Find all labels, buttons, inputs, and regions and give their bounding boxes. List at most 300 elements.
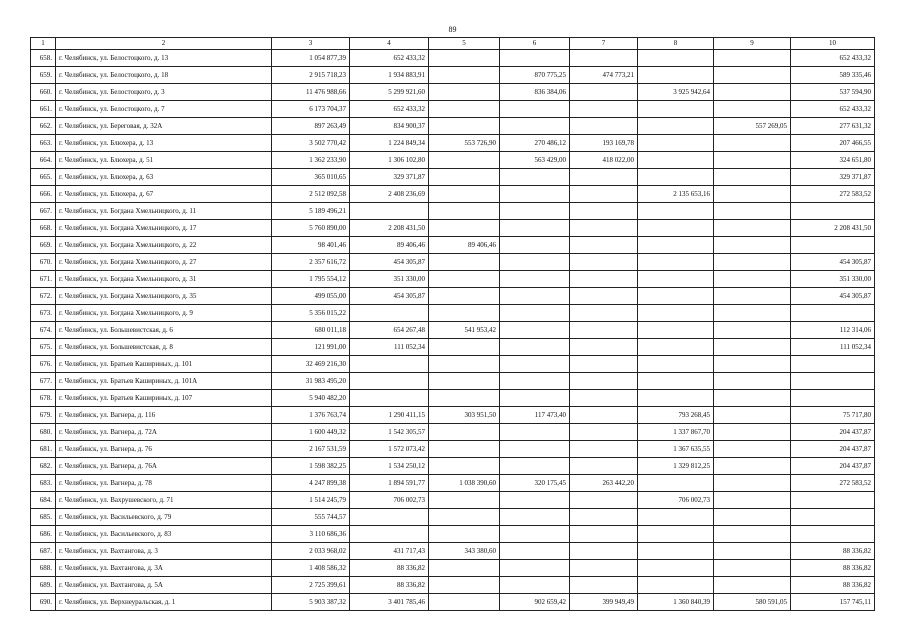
row-number-cell: 671. bbox=[31, 271, 56, 288]
table-row bbox=[31, 407, 875, 424]
amount-cell bbox=[350, 356, 429, 373]
column-header: 2 bbox=[56, 38, 272, 50]
table-row bbox=[31, 373, 875, 390]
amount-cell bbox=[500, 390, 570, 407]
row-number-cell: 669. bbox=[31, 237, 56, 254]
amount-cell: 553 726,90 bbox=[429, 135, 500, 152]
amount-cell: 418 022,00 bbox=[570, 152, 638, 169]
amount-cell: 652 433,32 bbox=[791, 101, 875, 118]
amount-cell bbox=[570, 390, 638, 407]
amount-cell bbox=[570, 560, 638, 577]
amount-cell bbox=[500, 118, 570, 135]
amount-cell bbox=[714, 424, 791, 441]
amount-cell: 1 795 554,12 bbox=[272, 271, 350, 288]
amount-cell: 5 189 496,21 bbox=[272, 203, 350, 220]
address-cell: г. Челябинск, ул. Блюхера, д. 63 bbox=[56, 169, 272, 186]
amount-cell: 1 360 840,39 bbox=[638, 594, 714, 611]
amount-cell: 2 357 616,72 bbox=[272, 254, 350, 271]
row-number-cell: 662. bbox=[31, 118, 56, 135]
table-row bbox=[31, 50, 875, 67]
amount-cell bbox=[570, 254, 638, 271]
amount-cell bbox=[429, 101, 500, 118]
amount-cell bbox=[714, 560, 791, 577]
amount-cell: 5 903 387,32 bbox=[272, 594, 350, 611]
amount-cell bbox=[714, 254, 791, 271]
amount-cell: 5 940 482,20 bbox=[272, 390, 350, 407]
amount-cell bbox=[429, 339, 500, 356]
address-cell: г. Челябинск, ул. Вахтангова, д. 5А bbox=[56, 577, 272, 594]
amount-cell: 3 110 686,36 bbox=[272, 526, 350, 543]
table-row bbox=[31, 169, 875, 186]
amount-cell bbox=[638, 288, 714, 305]
amount-cell bbox=[570, 492, 638, 509]
amount-cell bbox=[570, 118, 638, 135]
amount-cell: 2 915 718,23 bbox=[272, 67, 350, 84]
amount-cell: 1 362 233,90 bbox=[272, 152, 350, 169]
page-number: 89 bbox=[448, 25, 457, 34]
table-row bbox=[31, 322, 875, 339]
table-row bbox=[31, 475, 875, 492]
amount-cell: 204 437,87 bbox=[791, 424, 875, 441]
amount-cell bbox=[429, 67, 500, 84]
amount-cell: 1 306 102,80 bbox=[350, 152, 429, 169]
amount-cell: 277 631,32 bbox=[791, 118, 875, 135]
amount-cell: 2 725 399,61 bbox=[272, 577, 350, 594]
amount-cell bbox=[500, 424, 570, 441]
row-number-cell: 666. bbox=[31, 186, 56, 203]
amount-cell bbox=[714, 509, 791, 526]
row-number-cell: 672. bbox=[31, 288, 56, 305]
address-cell: г. Челябинск, ул. Богдана Хмельницкого, д. 22 bbox=[56, 237, 272, 254]
column-header: 1 bbox=[31, 38, 56, 50]
amount-cell: 834 900,37 bbox=[350, 118, 429, 135]
amount-cell: 1 514 245,79 bbox=[272, 492, 350, 509]
amount-cell: 454 305,87 bbox=[350, 254, 429, 271]
table-row bbox=[31, 203, 875, 220]
row-number-cell: 674. bbox=[31, 322, 56, 339]
amount-cell bbox=[500, 186, 570, 203]
amount-cell: 2 135 653,16 bbox=[638, 186, 714, 203]
address-cell: г. Челябинск, ул. Вагнера, д. 78 bbox=[56, 475, 272, 492]
amount-cell bbox=[638, 356, 714, 373]
amount-cell bbox=[429, 84, 500, 101]
address-cell: г. Челябинск, ул. Блюхера, д. 51 bbox=[56, 152, 272, 169]
amount-cell bbox=[500, 50, 570, 67]
amount-cell bbox=[714, 407, 791, 424]
amount-cell bbox=[638, 220, 714, 237]
amount-cell bbox=[429, 526, 500, 543]
table-row bbox=[31, 220, 875, 237]
address-cell: г. Челябинск, ул. Вагнера, д. 116 bbox=[56, 407, 272, 424]
table-row bbox=[31, 288, 875, 305]
amount-cell: 1 329 812,25 bbox=[638, 458, 714, 475]
amount-cell: 11 476 988,66 bbox=[272, 84, 350, 101]
amount-cell: 351 330,00 bbox=[791, 271, 875, 288]
amount-cell: 557 269,05 bbox=[714, 118, 791, 135]
amount-cell bbox=[429, 594, 500, 611]
address-cell: г. Челябинск, ул. Большевистская, д. 8 bbox=[56, 339, 272, 356]
amount-cell bbox=[714, 288, 791, 305]
row-number-cell: 682. bbox=[31, 458, 56, 475]
table-row bbox=[31, 577, 875, 594]
amount-cell bbox=[638, 135, 714, 152]
amount-cell bbox=[570, 237, 638, 254]
table-header bbox=[31, 38, 875, 50]
amount-cell bbox=[500, 203, 570, 220]
table-row bbox=[31, 152, 875, 169]
amount-cell bbox=[714, 526, 791, 543]
amount-cell bbox=[791, 526, 875, 543]
amount-cell: 31 983 495,20 bbox=[272, 373, 350, 390]
amount-cell: 580 591,05 bbox=[714, 594, 791, 611]
table-row bbox=[31, 186, 875, 203]
amount-cell bbox=[350, 390, 429, 407]
amount-cell: 2 208 431,50 bbox=[350, 220, 429, 237]
address-cell: г. Челябинск, ул. Вахтангова, д. 3 bbox=[56, 543, 272, 560]
amount-cell: 4 247 899,38 bbox=[272, 475, 350, 492]
amount-cell bbox=[350, 526, 429, 543]
table-row bbox=[31, 543, 875, 560]
amount-cell bbox=[638, 50, 714, 67]
amount-cell: 204 437,87 bbox=[791, 441, 875, 458]
amount-cell bbox=[714, 271, 791, 288]
amount-cell bbox=[714, 458, 791, 475]
address-cell: г. Челябинск, ул. Васильевского, д. 79 bbox=[56, 509, 272, 526]
amount-cell bbox=[714, 543, 791, 560]
amount-cell: 1 894 591,77 bbox=[350, 475, 429, 492]
amount-cell: 836 384,06 bbox=[500, 84, 570, 101]
column-header: 3 bbox=[272, 38, 350, 50]
amount-cell bbox=[429, 390, 500, 407]
address-cell: г. Челябинск, ул. Блюхера, д. 67 bbox=[56, 186, 272, 203]
amount-cell bbox=[570, 407, 638, 424]
amount-cell: 454 305,87 bbox=[791, 288, 875, 305]
address-cell: г. Челябинск, ул. Братьев Кашириных, д. 107 bbox=[56, 390, 272, 407]
amount-cell bbox=[570, 322, 638, 339]
amount-cell bbox=[570, 441, 638, 458]
amount-cell: 5 760 890,00 bbox=[272, 220, 350, 237]
table-row bbox=[31, 67, 875, 84]
address-cell: г. Челябинск, ул. Большевистская, д. 6 bbox=[56, 322, 272, 339]
amount-cell bbox=[638, 305, 714, 322]
table-row bbox=[31, 237, 875, 254]
amount-cell bbox=[500, 543, 570, 560]
amount-cell: 652 433,32 bbox=[791, 50, 875, 67]
amount-cell bbox=[500, 305, 570, 322]
amount-cell: 88 336,82 bbox=[791, 577, 875, 594]
amount-cell: 88 336,82 bbox=[350, 577, 429, 594]
amount-cell: 654 267,48 bbox=[350, 322, 429, 339]
amount-cell bbox=[714, 356, 791, 373]
amount-cell: 1 054 877,39 bbox=[272, 50, 350, 67]
amount-cell: 5 299 921,60 bbox=[350, 84, 429, 101]
row-number-cell: 678. bbox=[31, 390, 56, 407]
amount-cell: 1 542 305,57 bbox=[350, 424, 429, 441]
amount-cell: 793 268,45 bbox=[638, 407, 714, 424]
row-number-cell: 658. bbox=[31, 50, 56, 67]
amount-cell: 555 744,57 bbox=[272, 509, 350, 526]
amount-cell bbox=[500, 526, 570, 543]
row-number-cell: 690. bbox=[31, 594, 56, 611]
table-row bbox=[31, 101, 875, 118]
address-cell: г. Челябинск, ул. Богдана Хмельницкого, д. 31 bbox=[56, 271, 272, 288]
amount-cell bbox=[714, 441, 791, 458]
table-row bbox=[31, 594, 875, 611]
row-number-cell: 680. bbox=[31, 424, 56, 441]
table-row bbox=[31, 339, 875, 356]
amount-cell: 121 991,00 bbox=[272, 339, 350, 356]
amount-cell bbox=[429, 424, 500, 441]
amount-cell bbox=[500, 169, 570, 186]
table-row bbox=[31, 526, 875, 543]
amount-cell bbox=[500, 220, 570, 237]
amount-cell: 2 167 531,59 bbox=[272, 441, 350, 458]
amount-cell: 88 336,82 bbox=[350, 560, 429, 577]
amount-cell bbox=[500, 322, 570, 339]
amount-cell: 1 598 382,25 bbox=[272, 458, 350, 475]
row-number-cell: 675. bbox=[31, 339, 56, 356]
table-row bbox=[31, 492, 875, 509]
amount-cell: 3 925 942,64 bbox=[638, 84, 714, 101]
amount-cell bbox=[714, 237, 791, 254]
amount-cell bbox=[638, 169, 714, 186]
amount-cell: 270 486,12 bbox=[500, 135, 570, 152]
column-header: 5 bbox=[429, 38, 500, 50]
amount-cell: 272 583,52 bbox=[791, 475, 875, 492]
amount-cell bbox=[638, 526, 714, 543]
address-cell: г. Челябинск, ул. Богдана Хмельницкого, д. 27 bbox=[56, 254, 272, 271]
amount-cell: 329 371,87 bbox=[350, 169, 429, 186]
amount-cell bbox=[714, 152, 791, 169]
amount-cell bbox=[500, 509, 570, 526]
amount-cell: 1 337 867,70 bbox=[638, 424, 714, 441]
amount-cell: 1 572 073,42 bbox=[350, 441, 429, 458]
amount-cell bbox=[429, 271, 500, 288]
amount-cell: 541 953,42 bbox=[429, 322, 500, 339]
amount-cell bbox=[791, 203, 875, 220]
amount-cell: 157 745,11 bbox=[791, 594, 875, 611]
amount-cell: 98 401,46 bbox=[272, 237, 350, 254]
amount-cell bbox=[638, 237, 714, 254]
amount-cell bbox=[570, 271, 638, 288]
amount-cell bbox=[791, 305, 875, 322]
address-cell: г. Челябинск, ул. Вагнера, д. 76 bbox=[56, 441, 272, 458]
row-number-cell: 670. bbox=[31, 254, 56, 271]
amount-cell bbox=[791, 373, 875, 390]
amount-cell bbox=[714, 577, 791, 594]
amount-cell bbox=[429, 50, 500, 67]
amount-cell bbox=[714, 305, 791, 322]
amount-cell bbox=[638, 339, 714, 356]
amount-cell bbox=[500, 560, 570, 577]
row-number-cell: 687. bbox=[31, 543, 56, 560]
table-row bbox=[31, 84, 875, 101]
amount-cell bbox=[570, 101, 638, 118]
amount-cell bbox=[714, 492, 791, 509]
table-row bbox=[31, 356, 875, 373]
amount-cell: 1 376 763,74 bbox=[272, 407, 350, 424]
address-cell: г. Челябинск, ул. Братьев Кашириных, д. 101 bbox=[56, 356, 272, 373]
table-row bbox=[31, 458, 875, 475]
amount-cell bbox=[429, 560, 500, 577]
amount-cell: 89 406,46 bbox=[429, 237, 500, 254]
amount-cell bbox=[570, 577, 638, 594]
row-number-cell: 673. bbox=[31, 305, 56, 322]
amount-cell bbox=[791, 492, 875, 509]
amount-cell bbox=[429, 203, 500, 220]
amount-cell bbox=[350, 509, 429, 526]
amount-cell: 652 433,32 bbox=[350, 50, 429, 67]
amount-cell bbox=[791, 509, 875, 526]
amount-cell: 6 173 704,37 bbox=[272, 101, 350, 118]
table-row bbox=[31, 254, 875, 271]
amount-cell: 112 314,06 bbox=[791, 322, 875, 339]
amount-cell: 88 336,82 bbox=[791, 560, 875, 577]
amount-cell bbox=[570, 169, 638, 186]
amount-cell: 454 305,87 bbox=[791, 254, 875, 271]
amount-cell bbox=[791, 356, 875, 373]
amount-cell: 117 473,40 bbox=[500, 407, 570, 424]
amount-cell bbox=[429, 577, 500, 594]
amount-cell: 75 717,80 bbox=[791, 407, 875, 424]
table-body bbox=[31, 50, 875, 611]
amount-cell: 2 033 968,02 bbox=[272, 543, 350, 560]
amount-cell bbox=[429, 118, 500, 135]
amount-cell bbox=[570, 543, 638, 560]
amount-cell: 897 263,49 bbox=[272, 118, 350, 135]
amount-cell bbox=[638, 577, 714, 594]
amount-cell bbox=[714, 475, 791, 492]
column-header: 6 bbox=[500, 38, 570, 50]
amount-cell: 343 380,60 bbox=[429, 543, 500, 560]
amount-cell: 329 371,87 bbox=[791, 169, 875, 186]
amount-cell: 111 052,34 bbox=[350, 339, 429, 356]
address-cell: г. Челябинск, ул. Белостоцкого, д. 13 bbox=[56, 50, 272, 67]
amount-cell: 3 401 785,46 bbox=[350, 594, 429, 611]
amount-cell: 193 169,78 bbox=[570, 135, 638, 152]
amount-cell bbox=[500, 373, 570, 390]
amount-cell: 320 175,45 bbox=[500, 475, 570, 492]
amount-cell: 32 469 216,30 bbox=[272, 356, 350, 373]
amount-cell bbox=[570, 339, 638, 356]
amount-cell bbox=[500, 271, 570, 288]
address-cell: г. Челябинск, ул. Вахтангова, д. 3А bbox=[56, 560, 272, 577]
amount-cell bbox=[570, 220, 638, 237]
amount-cell bbox=[570, 84, 638, 101]
amount-cell: 2 512 092,58 bbox=[272, 186, 350, 203]
amount-cell: 1 600 449,32 bbox=[272, 424, 350, 441]
amount-cell bbox=[638, 373, 714, 390]
table-row bbox=[31, 441, 875, 458]
row-number-cell: 679. bbox=[31, 407, 56, 424]
address-cell: г. Челябинск, ул. Братьев Кашириных, д. 101А bbox=[56, 373, 272, 390]
amount-cell bbox=[714, 203, 791, 220]
address-cell: г. Челябинск, ул. Белостоцкого, д. 7 bbox=[56, 101, 272, 118]
row-number-cell: 688. bbox=[31, 560, 56, 577]
amount-cell bbox=[714, 135, 791, 152]
column-number-row bbox=[31, 38, 875, 50]
amount-cell bbox=[500, 237, 570, 254]
amount-cell bbox=[570, 50, 638, 67]
table-row bbox=[31, 509, 875, 526]
address-cell: г. Челябинск, ул. Васильевского, д. 83 bbox=[56, 526, 272, 543]
amount-cell bbox=[429, 492, 500, 509]
amount-cell bbox=[500, 101, 570, 118]
amount-cell: 706 002,73 bbox=[638, 492, 714, 509]
amount-cell: 902 659,42 bbox=[500, 594, 570, 611]
amount-cell: 706 002,73 bbox=[350, 492, 429, 509]
amount-cell bbox=[638, 67, 714, 84]
amount-cell bbox=[714, 186, 791, 203]
amount-cell bbox=[500, 492, 570, 509]
amount-cell: 1 038 390,60 bbox=[429, 475, 500, 492]
amount-cell bbox=[570, 305, 638, 322]
address-cell: г. Челябинск, ул. Береговая, д. 32А bbox=[56, 118, 272, 135]
row-number-cell: 677. bbox=[31, 373, 56, 390]
address-cell: г. Челябинск, ул. Богдана Хмельницкого, д. 9 bbox=[56, 305, 272, 322]
row-number-cell: 661. bbox=[31, 101, 56, 118]
amount-cell: 303 951,50 bbox=[429, 407, 500, 424]
amount-cell: 454 305,87 bbox=[350, 288, 429, 305]
row-number-cell: 685. bbox=[31, 509, 56, 526]
amount-cell: 351 330,00 bbox=[350, 271, 429, 288]
data-table bbox=[30, 37, 875, 611]
amount-cell bbox=[350, 305, 429, 322]
amount-cell: 431 717,43 bbox=[350, 543, 429, 560]
amount-cell bbox=[350, 373, 429, 390]
amount-cell: 88 336,82 bbox=[791, 543, 875, 560]
amount-cell bbox=[791, 390, 875, 407]
amount-cell bbox=[638, 118, 714, 135]
amount-cell bbox=[638, 475, 714, 492]
amount-cell bbox=[429, 220, 500, 237]
amount-cell: 207 466,55 bbox=[791, 135, 875, 152]
amount-cell bbox=[714, 67, 791, 84]
amount-cell bbox=[714, 339, 791, 356]
amount-cell: 204 437,87 bbox=[791, 458, 875, 475]
amount-cell: 89 406,46 bbox=[350, 237, 429, 254]
address-cell: г. Челябинск, ул. Вагнера, д. 72А bbox=[56, 424, 272, 441]
amount-cell: 1 934 883,91 bbox=[350, 67, 429, 84]
row-number-cell: 667. bbox=[31, 203, 56, 220]
amount-cell: 399 949,49 bbox=[570, 594, 638, 611]
amount-cell bbox=[638, 101, 714, 118]
amount-cell bbox=[570, 526, 638, 543]
row-number-cell: 676. bbox=[31, 356, 56, 373]
row-number-cell: 660. bbox=[31, 84, 56, 101]
amount-cell bbox=[429, 169, 500, 186]
amount-cell bbox=[638, 203, 714, 220]
amount-cell bbox=[429, 288, 500, 305]
amount-cell bbox=[429, 458, 500, 475]
table-row bbox=[31, 424, 875, 441]
amount-cell bbox=[350, 203, 429, 220]
row-number-cell: 683. bbox=[31, 475, 56, 492]
address-cell: г. Челябинск, ул. Белостоцкого, д. 18 bbox=[56, 67, 272, 84]
amount-cell bbox=[570, 356, 638, 373]
address-cell: г. Челябинск, ул. Богдана Хмельницкого, д. 35 bbox=[56, 288, 272, 305]
amount-cell: 365 010,65 bbox=[272, 169, 350, 186]
amount-cell bbox=[500, 577, 570, 594]
amount-cell bbox=[714, 373, 791, 390]
amount-cell bbox=[714, 220, 791, 237]
amount-cell: 1 290 411,15 bbox=[350, 407, 429, 424]
amount-cell bbox=[714, 169, 791, 186]
amount-cell bbox=[638, 322, 714, 339]
amount-cell: 2 408 236,69 bbox=[350, 186, 429, 203]
address-cell: г. Челябинск, ул. Вагнера, д. 76А bbox=[56, 458, 272, 475]
amount-cell bbox=[500, 441, 570, 458]
